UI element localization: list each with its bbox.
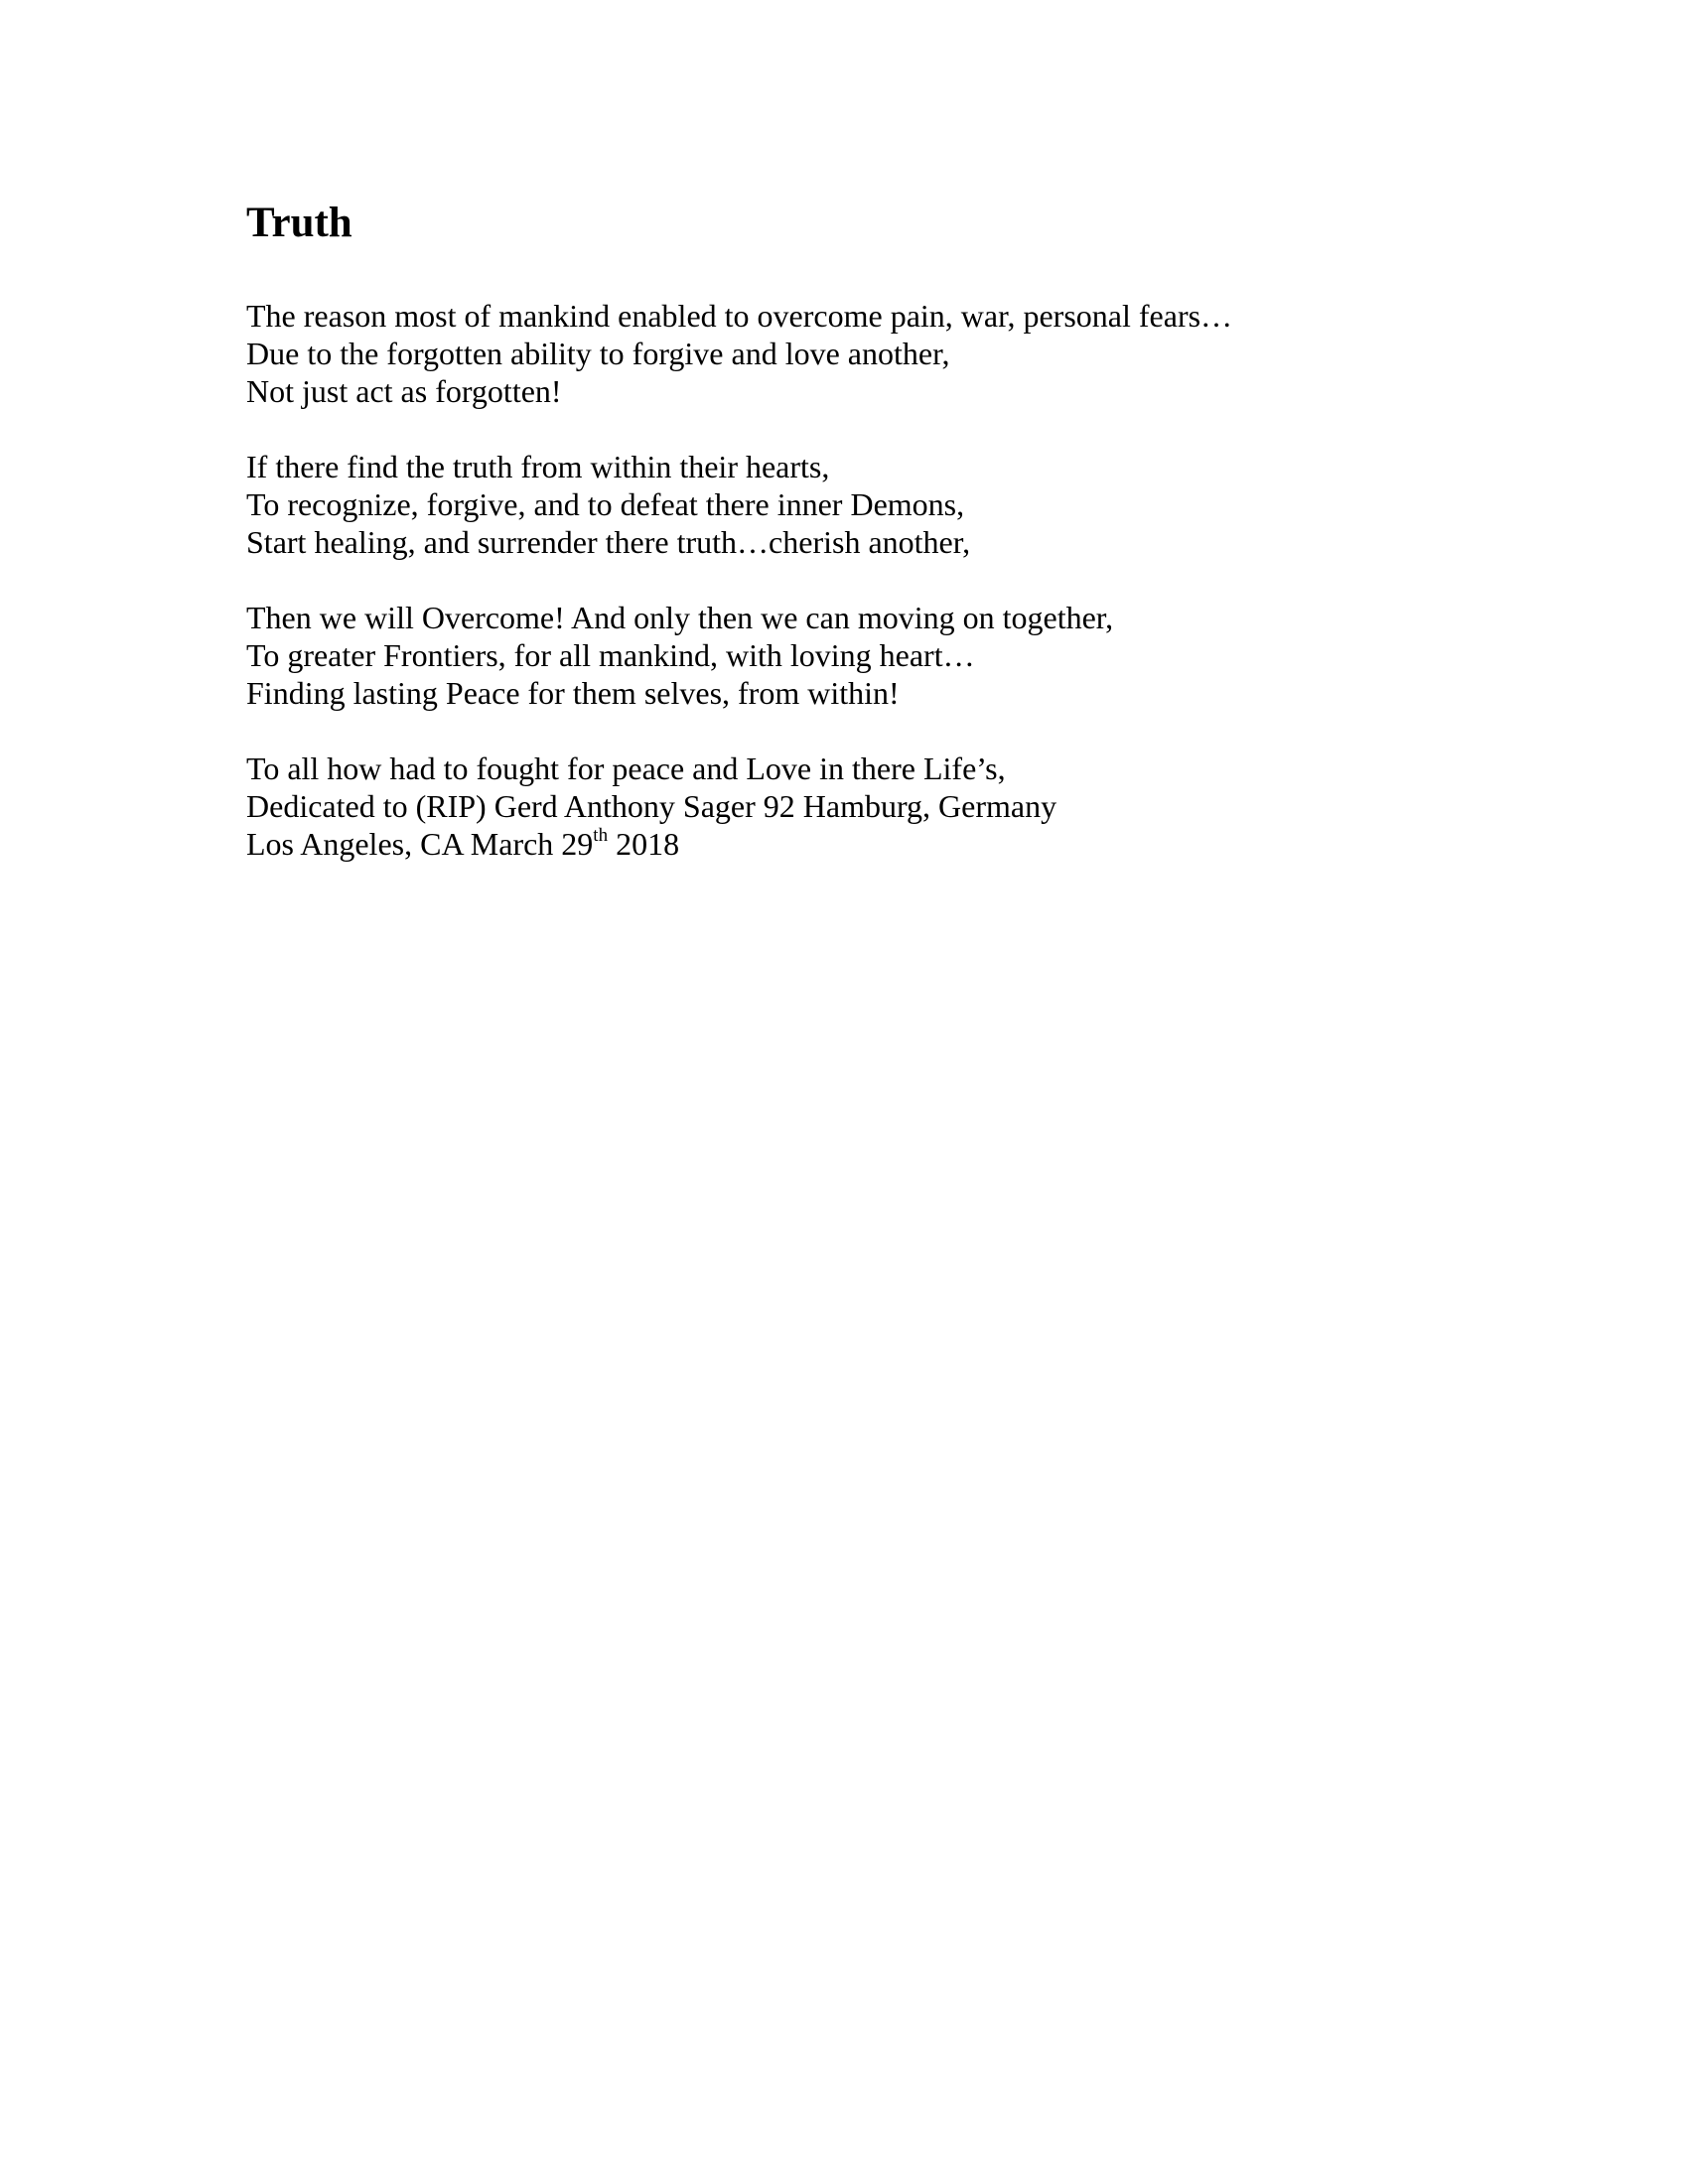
dateline-year: 2018 (608, 826, 680, 862)
poem-line: Not just act as forgotten! (246, 373, 562, 409)
poem-line: To recognize, forgive, and to defeat there inner Demons, (246, 486, 965, 522)
poem-line: Then we will Overcome! And only then we can moving on together, (246, 600, 1114, 635)
dedication-line: Dedicated to (RIP) Gerd Anthony Sager 92 Hamburg, Germany (246, 788, 1057, 824)
poem-line: To greater Frontiers, for all mankind, with loving heart… (246, 637, 975, 673)
dateline (246, 825, 1537, 863)
dedication-line: To all how had to fought for peace and Love in there Life’s, (246, 751, 1006, 786)
dateline-prefix: Los Angeles, CA March 29 (246, 826, 594, 862)
poem-line: If there find the truth from within their hearts, (246, 449, 830, 484)
poem-body (246, 297, 1537, 900)
poem-line: The reason most of mankind enabled to overcome pain, war, personal fears… (246, 298, 1233, 334)
poem-line: Due to the forgotten ability to forgive and love another, (246, 336, 950, 371)
poem-title: Truth (246, 200, 352, 246)
stanza-1 (246, 297, 1537, 410)
stanza-4 (246, 750, 1537, 863)
poem-line: Start healing, and surrender there truth…cherish another, (246, 524, 971, 560)
dateline-ordinal-suffix: th (593, 825, 609, 847)
poem-line: Finding lasting Peace for them selves, from within! (246, 675, 900, 711)
stanza-2 (246, 448, 1537, 561)
stanza-3 (246, 599, 1537, 712)
